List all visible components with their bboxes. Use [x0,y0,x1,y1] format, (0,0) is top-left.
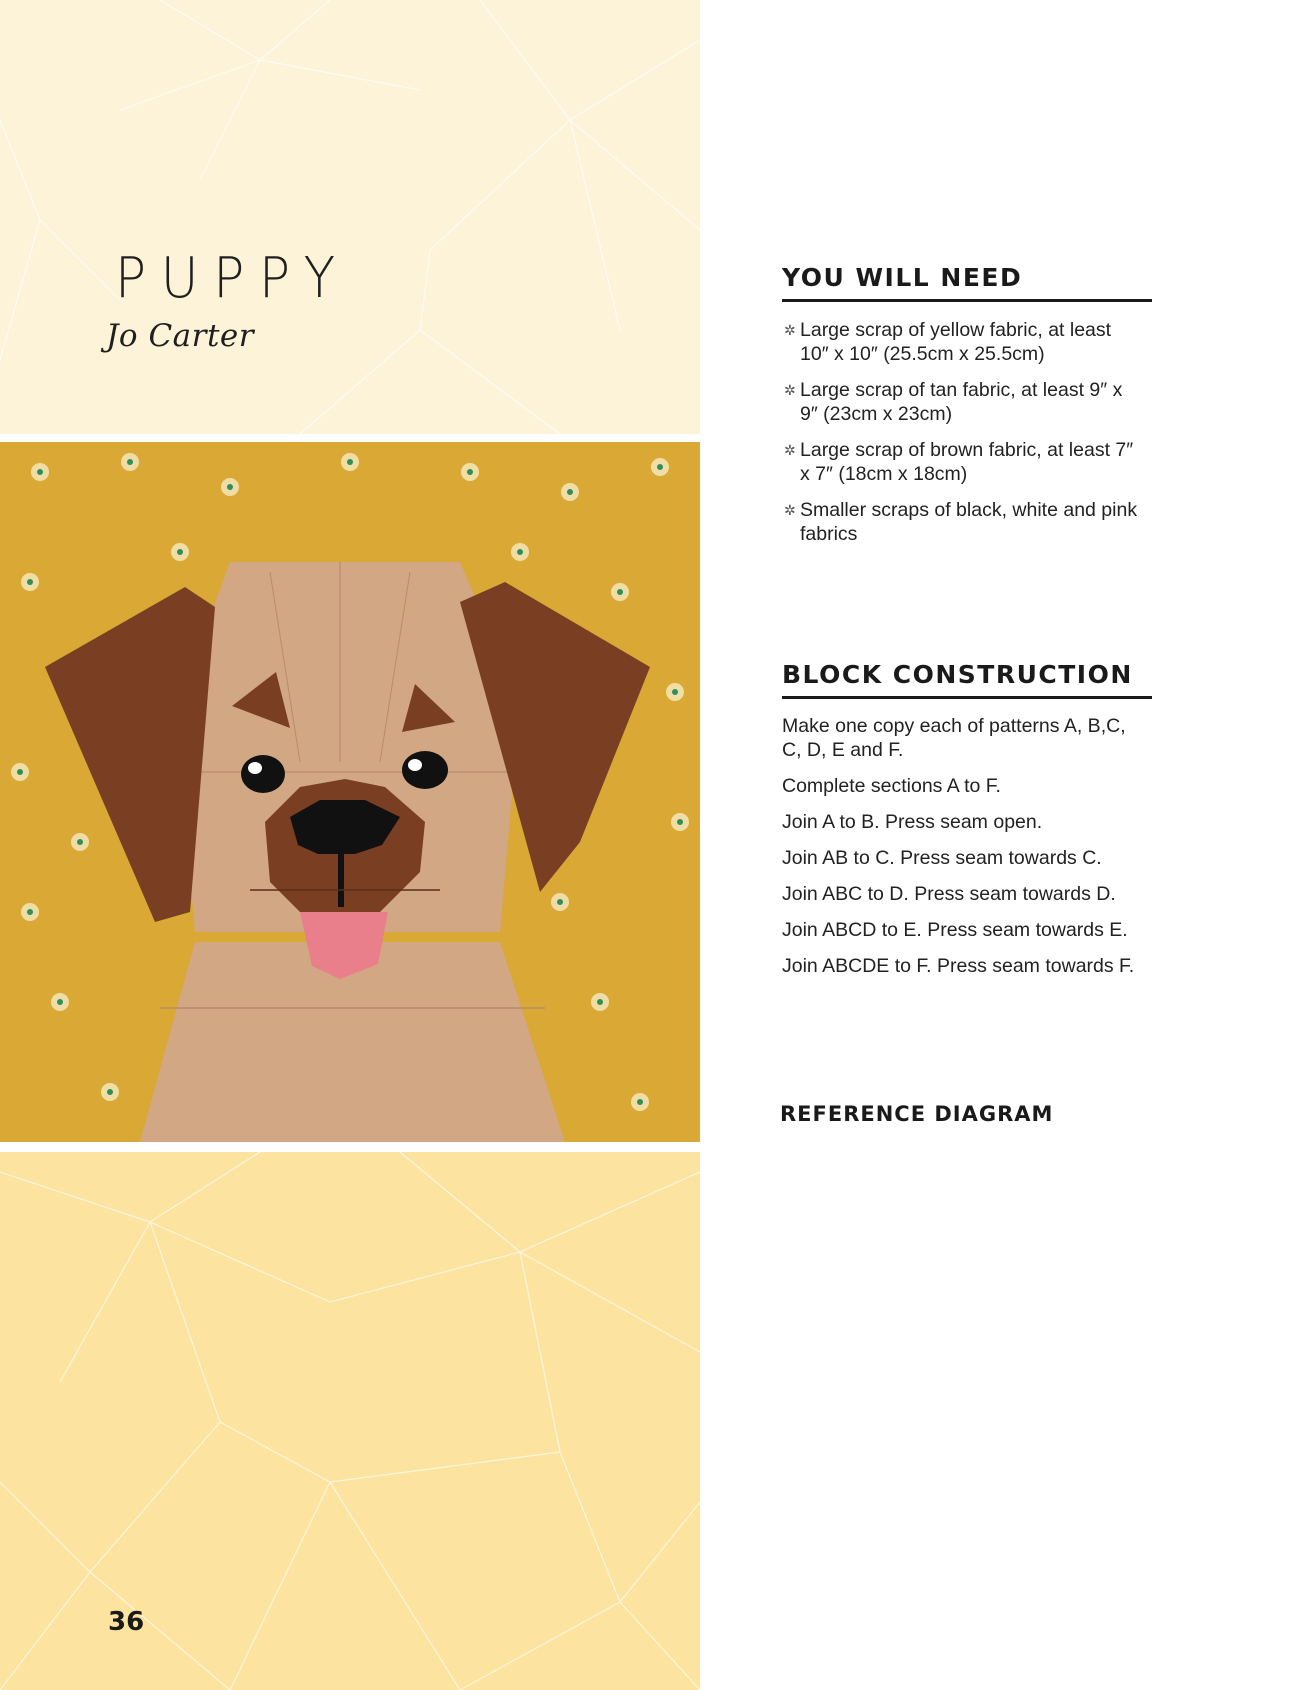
starburst-pattern [0,0,700,434]
section-rule [782,299,1152,302]
puppy-quilt-block-photo [0,442,700,1142]
you-will-need-heading: YOU WILL NEED [782,263,1023,292]
title-panel [0,0,700,434]
materials-list [782,318,1154,558]
list-item: ✲ Large scrap of yellow fabric, at least 10″ x 10″ (25.5cm x 25.5cm) [784,319,1112,365]
bullet-icon: ✲ [784,382,796,398]
step-item: Make one copy each of patterns A, B,C, C, D, E and F. [782,715,1126,761]
step-item: Join ABCDE to F. Press seam towards F. [782,955,1135,977]
step-item: Join A to B. Press seam open. [782,811,1043,833]
reference-diagram-heading: REFERENCE DIAGRAM [780,1102,1054,1126]
author-name: Jo Carter [106,318,255,354]
step-item: Join AB to C. Press seam towards C. [782,847,1102,869]
list-item: ✲ Smaller scraps of black, white and pink fabrics [784,499,1138,545]
puppy-quilt-illustration [0,442,700,1142]
step-item: Join ABCD to E. Press seam towards E. [782,919,1128,941]
page-title: PUPPY [115,246,350,311]
step-item: Complete sections A to F. [782,775,1001,797]
list-item: ✲ Large scrap of brown fabric, at least 7″ x 7″ (18cm x 18cm) [784,439,1134,485]
bullet-icon: ✲ [784,322,796,338]
step-item: Join ABC to D. Press seam towards D. [782,883,1116,905]
page-number: 36 [108,1607,145,1637]
bullet-icon: ✲ [784,502,796,518]
bullet-icon: ✲ [784,442,796,458]
section-rule [782,696,1152,699]
decorative-panel [0,1152,700,1690]
block-construction-heading: BLOCK CONSTRUCTION [782,660,1133,689]
list-item: ✲ Large scrap of tan fabric, at least 9″ x 9″ (23cm x 23cm) [784,379,1123,425]
starburst-pattern [0,1152,700,1690]
construction-steps [782,714,1154,990]
